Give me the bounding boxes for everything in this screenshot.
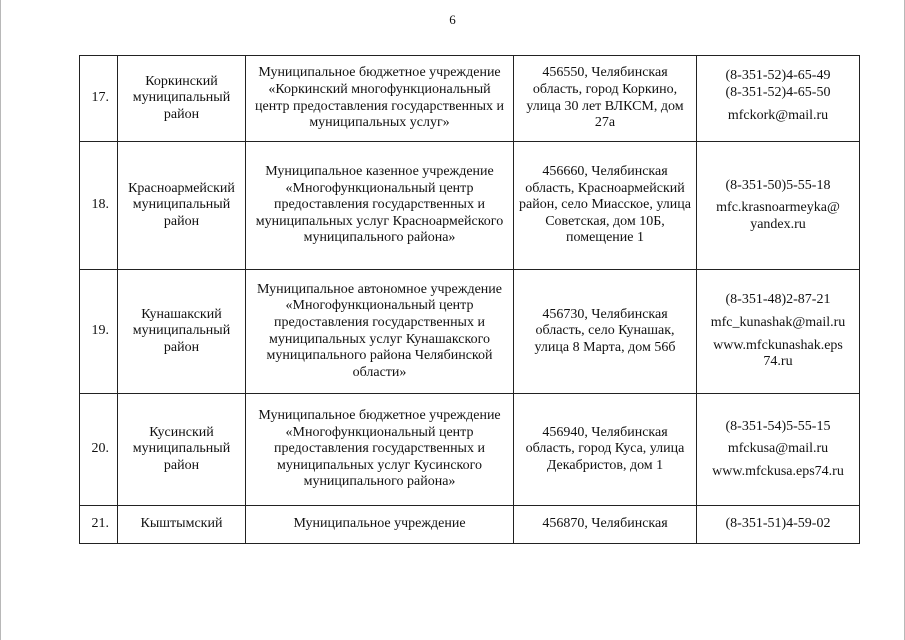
phone: (8-351-48)2-87-21 <box>725 292 831 308</box>
contacts <box>697 56 860 142</box>
address: 456870, Челябинская <box>514 506 697 544</box>
phone: (8-351-51)4-59-02 <box>725 516 831 532</box>
mfc-table <box>79 55 860 544</box>
table-row <box>80 56 860 142</box>
email-link[interactable]: mfc.krasnoarmeyka@ yandex.ru <box>716 200 840 232</box>
address: 456940, Челябинская область, город Куса, улица Декабристов, дом 1 <box>514 394 697 506</box>
page-number: 6 <box>449 12 456 27</box>
phone: (8-351-54)5-55-15 <box>725 418 831 434</box>
contacts <box>697 394 860 506</box>
row-number: 18. <box>80 142 118 270</box>
website-link[interactable]: www.mfckunashak.eps 74.ru <box>713 337 843 370</box>
phone: (8-351-50)5-55-18 <box>725 177 831 193</box>
address: 456550, Челябинская область, город Коркино, улица 30 лет ВЛКСМ, дом 27а <box>514 56 697 142</box>
address: 456660, Челябинская область, Красноармейский район, село Миасское, улица Советская, дом 10Б, помещение 1 <box>514 142 697 270</box>
institution-name: Муниципальное бюджетное учреждение «Многофункциональный центр предоставления государственных и муниципальных услуг Кусинского муниципального района» <box>246 394 514 506</box>
district-name: Кусинский муниципальный район <box>118 394 246 506</box>
row-number: 20. <box>80 394 118 506</box>
address: 456730, Челябинская область, село Кунашак, улица 8 Марта, дом 56б <box>514 270 697 394</box>
row-number: 21. <box>80 506 118 544</box>
district-name: Кыштымский <box>118 506 246 544</box>
institution-name: Муниципальное учреждение <box>246 506 514 544</box>
table-row <box>80 142 860 270</box>
institution-name: Муниципальное бюджетное учреждение «Коркинский многофункциональный центр предоставления государственных и муниципальных услуг» <box>246 56 514 142</box>
table-row <box>80 506 860 544</box>
contacts <box>697 506 860 544</box>
table-row <box>80 270 860 394</box>
row-number: 17. <box>80 56 118 142</box>
district-name: Кунашакский муниципальный район <box>118 270 246 394</box>
row-number: 19. <box>80 270 118 394</box>
district-name: Красноармейский муниципальный район <box>118 142 246 270</box>
phone: (8-351-52)4-65-49 <box>725 67 831 83</box>
email-link[interactable]: mfckork@mail.ru <box>727 107 829 123</box>
contacts <box>697 142 860 270</box>
institution-name: Муниципальное автономное учреждение «Многофункциональный центр предоставления государственных и муниципальных услуг Кунашакского муниципального района Челябинской области» <box>246 270 514 394</box>
phone: (8-351-52)4-65-50 <box>725 85 831 101</box>
institution-name: Муниципальное казенное учреждение «Многофункциональный центр предоставления государственных и муниципальных услуг Красноармейского муниципального района» <box>246 142 514 270</box>
left-scan-edge <box>0 0 1 640</box>
website-link[interactable]: www.mfckusa.eps74.ru <box>712 463 844 479</box>
district-name: Коркинский муниципальный район <box>118 56 246 142</box>
table-row <box>80 394 860 506</box>
email-link[interactable]: mfc_kunashak@mail.ru <box>710 314 846 330</box>
contacts <box>697 270 860 394</box>
email-link[interactable]: mfckusa@mail.ru <box>727 441 829 457</box>
